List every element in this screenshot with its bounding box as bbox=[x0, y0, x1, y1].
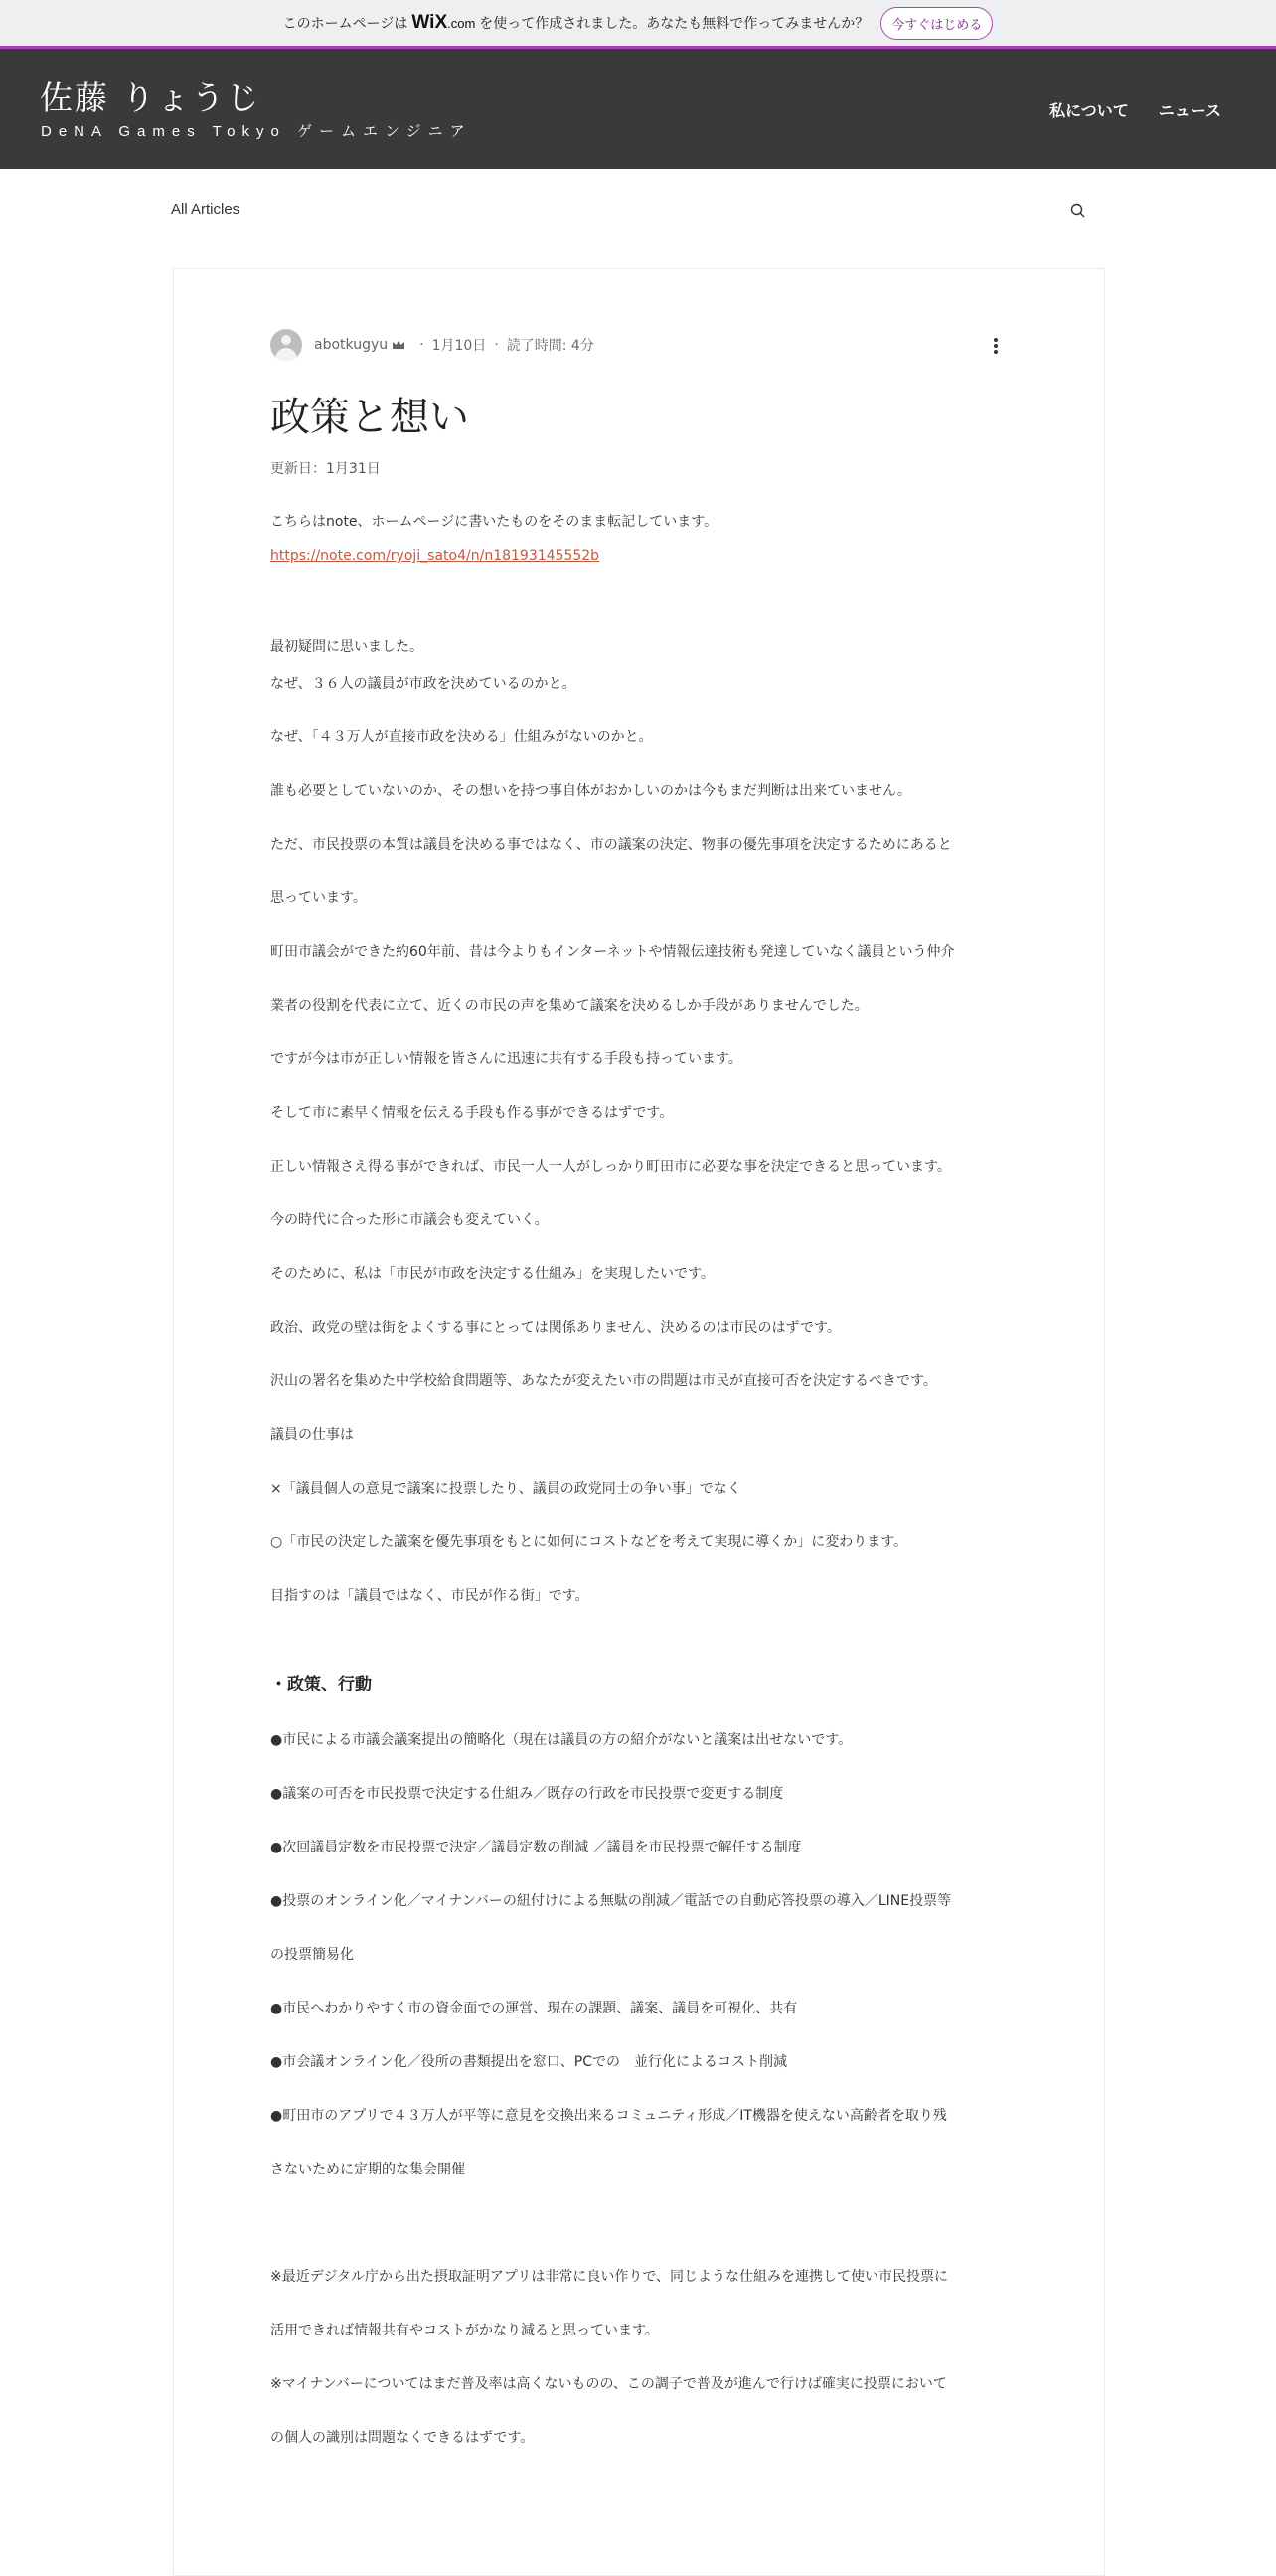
meta-separator: · bbox=[494, 337, 499, 353]
policy-item: ●市民による市議会議案提出の簡略化（現在は議員の方の紹介がないと議案は出せないです。 bbox=[270, 1732, 853, 1748]
paragraph: 今の時代に合った形に市議会も変えていく。 bbox=[270, 1212, 549, 1228]
policy-item: の投票簡易化 bbox=[270, 1947, 354, 1963]
paragraph: 業者の役割を代表に立て、近くの市民の声を集めて議案を決めるしか手段がありませんでした。 bbox=[270, 998, 869, 1014]
paragraph: 最初疑問に思いました。 bbox=[270, 639, 423, 655]
paragraph: こちらはnote、ホームページに書いたものをそのまま転記しています。 bbox=[270, 514, 718, 530]
blog-nav bbox=[171, 199, 1087, 223]
note-link[interactable]: https://note.com/ryoji_sato4/n/n18193145552b bbox=[270, 548, 600, 564]
paragraph: ※最近デジタル庁から出た摂取証明アプリは非常に良い作りで、同じような仕組みを連携して使い市民投票に bbox=[270, 2269, 949, 2285]
search-icon[interactable] bbox=[1069, 202, 1087, 220]
site-title[interactable]: 佐藤 りょうじ bbox=[40, 79, 261, 117]
policy-item: ●町田市のアプリで４３万人が平等に意見を交換出来るコミュニティ形成／IT機器を使えない高齢者を取り残 bbox=[270, 2108, 947, 2124]
avatar[interactable] bbox=[270, 329, 302, 361]
policy-item: ●市民へわかりやすく市の資金面での運営、現在の課題、議案、議員を可視化、共有 bbox=[270, 2001, 798, 2016]
paragraph: なぜ、「４３万人が直接市政を決める」仕組みがないのかと。 bbox=[270, 729, 653, 745]
section-heading: ・政策、行動 bbox=[270, 1675, 372, 1694]
nav-item-news[interactable]: ニュース bbox=[1158, 101, 1221, 120]
article-card bbox=[173, 268, 1105, 2576]
paragraph: ですが今は市が正しい情報を皆さんに迅速に共有する手段も持っています。 bbox=[270, 1051, 742, 1067]
paragraph: 政治、政党の壁は街をよくする事にとっては関係ありません、決めるのは市民のはずです。 bbox=[270, 1320, 841, 1336]
paragraph: なぜ、３６人の議員が市政を決めているのかと。 bbox=[270, 676, 576, 692]
paragraph: 正しい情報さえ得る事ができれば、市民一人一人がしっかり町田市に必要な事を決定できると思っています。 bbox=[270, 1159, 951, 1175]
paragraph: 沢山の署名を集めた中学校給食問題等、あなたが変えたい市の問題は市民が直接可否を決定するべきです。 bbox=[270, 1373, 937, 1389]
site-header bbox=[0, 49, 1276, 169]
author-name[interactable]: abotkugyu bbox=[314, 337, 389, 353]
paragraph: そして市に素早く情報を伝える手段も作る事ができるはずです。 bbox=[270, 1105, 674, 1121]
paragraph: 議員の仕事は bbox=[270, 1427, 354, 1443]
crown-icon bbox=[392, 340, 405, 350]
site-tagline: DeNA Games Tokyo ゲームエンジニア bbox=[41, 123, 472, 140]
policy-item: ●議案の可否を市民投票で決定する仕組み／既存の行政を市民投票で変更する制度 bbox=[270, 1786, 784, 1802]
post-meta bbox=[270, 329, 594, 361]
banner-text-after: を使って作成されました。あなたも無料で作ってみませんか？ bbox=[479, 16, 870, 32]
all-articles-link[interactable]: All Articles bbox=[171, 201, 240, 218]
paragraph: ※マイナンバーについてはまだ普及率は高くないものの、この調子で普及が進んで行けば確実に投票において bbox=[270, 2376, 947, 2392]
more-options-icon[interactable] bbox=[993, 337, 999, 355]
policy-item: ●次回議員定数を市民投票で決定／議員定数の削減 ／議員を市民投票で解任する制度 bbox=[270, 1840, 802, 1855]
paragraph: 町田市議会ができた約60年前、昔は今よりもインターネットや情報伝達技術も発達していなく議員という仲介 bbox=[270, 944, 955, 960]
banner-text-before: このホームページは bbox=[282, 16, 408, 32]
post-updated-date: 更新日：1月31日 bbox=[270, 461, 381, 477]
policy-item: ●市会議オンライン化／役所の書類提出を窓口、PCでの 並行化によるコスト削減 bbox=[270, 2054, 788, 2070]
wix-logo-text: WiX bbox=[411, 12, 448, 33]
post-title: 政策と想い bbox=[270, 395, 469, 440]
post-date: 1月10日 bbox=[431, 338, 487, 354]
paragraph: ○「市民の決定した議案を優先事項をもとに如何にコストなどを考えて実現に導くか」に変わります。 bbox=[270, 1534, 908, 1550]
main-nav bbox=[1049, 98, 1221, 121]
wix-promo-banner bbox=[0, 0, 1276, 49]
wix-logo-suffix: .com bbox=[447, 16, 476, 31]
nav-item-about[interactable]: 私について bbox=[1049, 101, 1129, 120]
paragraph: ×「議員個人の意見で議案に投票したり、議員の政党同士の争い事」でなく bbox=[270, 1481, 741, 1497]
read-time: 読了時間: 4分 bbox=[506, 338, 594, 354]
meta-separator: · bbox=[419, 337, 424, 353]
paragraph: 目指すのは「議員ではなく、市民が作る街」です。 bbox=[270, 1588, 589, 1604]
paragraph: 活用できれば情報共有やコストがかなり減ると思っています。 bbox=[270, 2323, 659, 2338]
start-now-button[interactable]: 今すぐはじめる bbox=[880, 7, 993, 40]
paragraph: 誰も必要としていないのか、その想いを持つ事自体がおかしいのかは今もまだ判断は出来ていません。 bbox=[270, 783, 911, 799]
paragraph: ただ、市民投票の本質は議員を決める事ではなく、市の議案の決定、物事の優先事項を決定するためにあると bbox=[270, 837, 952, 853]
policy-item: ●投票のオンライン化／マイナンバーの紐付けによる無駄の削減／電話での自動応答投票の導入／LINE投票等 bbox=[270, 1893, 952, 1909]
wix-logo[interactable] bbox=[411, 12, 475, 34]
paragraph: の個人の識別は問題なくできるはずです。 bbox=[270, 2430, 535, 2446]
policy-item: さないために定期的な集会開催 bbox=[270, 2162, 465, 2177]
paragraph: 思っています。 bbox=[270, 890, 367, 906]
paragraph: そのために、私は「市民が市政を決定する仕組み」を実現したいです。 bbox=[270, 1266, 715, 1282]
